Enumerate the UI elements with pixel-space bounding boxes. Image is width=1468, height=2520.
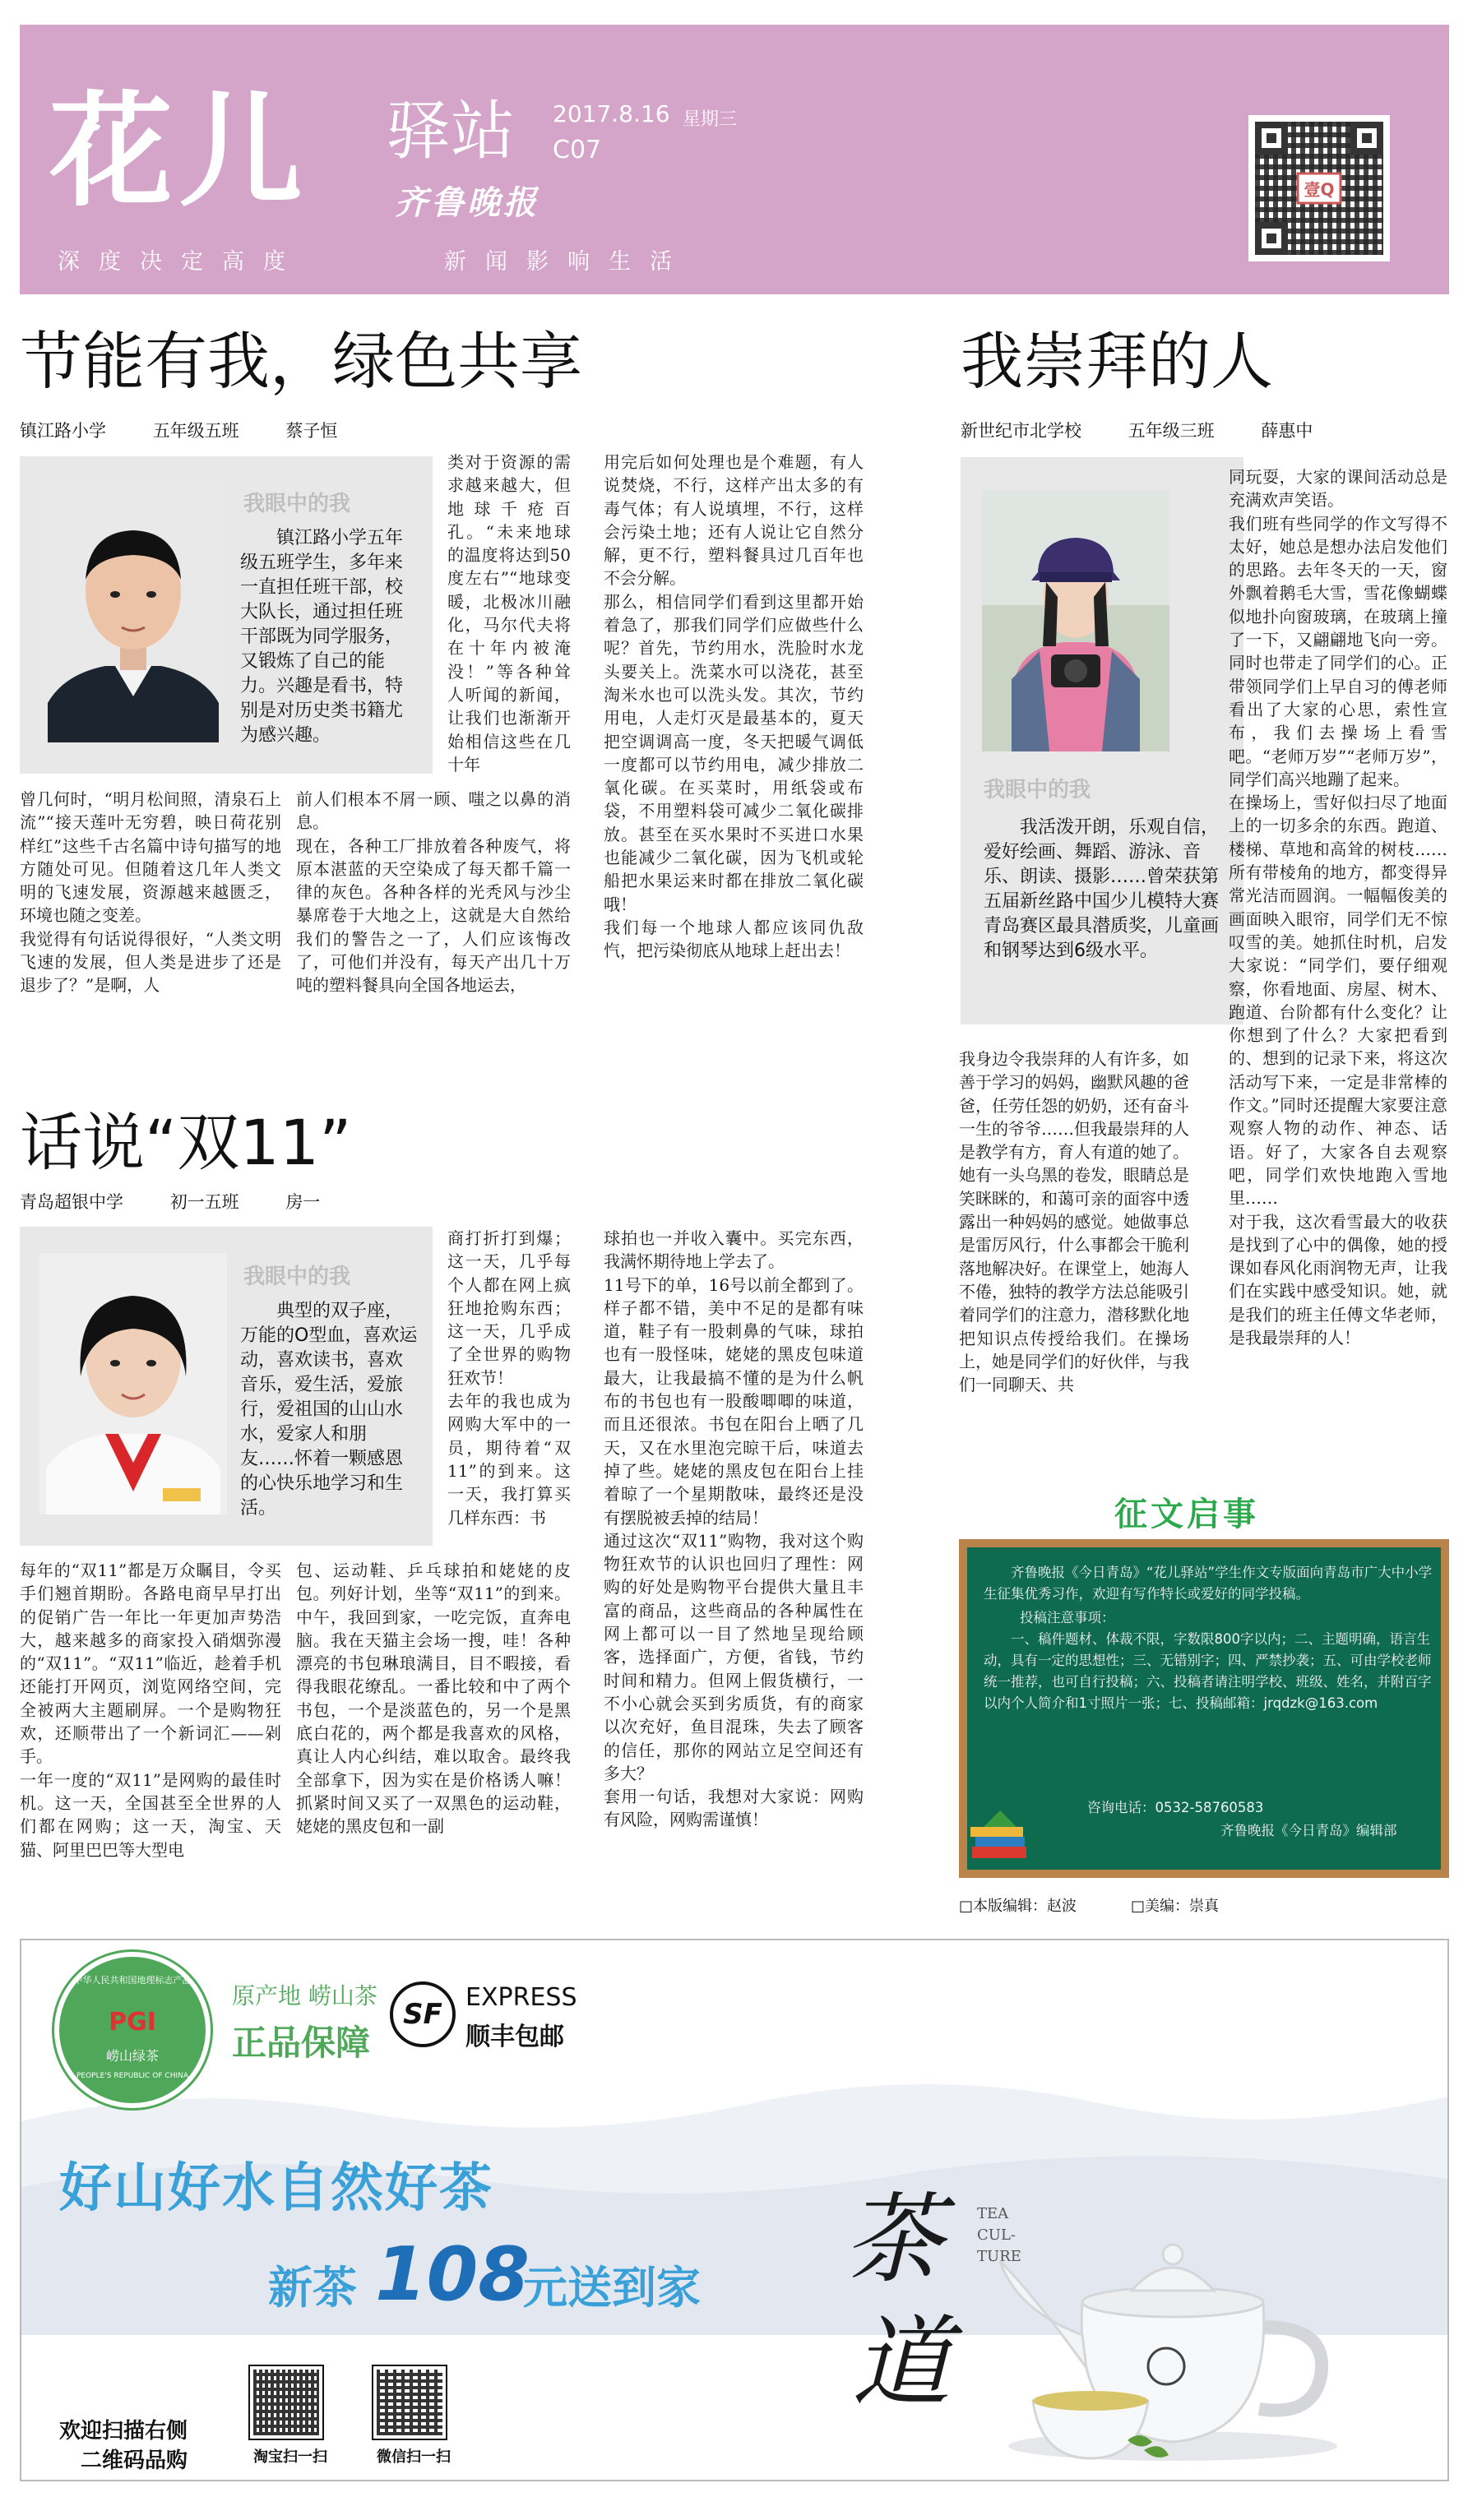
article1-title: 节能有我，绿色共享 xyxy=(20,325,582,398)
article3-profile-text: 我活泼开朗，乐观自信，爱好绘画、舞蹈、游泳、音乐、朗读、摄影……曾荣获第五届新丝路中国少儿模特大赛青岛赛区最具潜质奖，儿童画和钢琴达到6级水平。 xyxy=(984,817,1220,961)
call-for-essays-phone: 咨询电话：0532-58760583 xyxy=(1087,1800,1264,1815)
pgi-seal xyxy=(54,1952,211,2108)
qr-pattern xyxy=(377,2370,442,2435)
taobao-qr-label: 淘宝扫一扫 xyxy=(253,2448,327,2466)
qr-label: 壹Q xyxy=(1296,173,1341,205)
sf-express-logo: SF xyxy=(390,1981,456,2047)
article1-column-2-bottom: 前人们根本不屑一顾、嗤之以鼻的消息。 现在，各种工厂排放着各种废气，将原本湛蓝的天空染成了每天都千篇一律的灰色。各种各样的光秃风与沙尘暴席卷于大地之上，这就是大自然给我们的警告之一了，人们应该悔改了，可他们并没有，每天产出几十万吨的塑料餐具向全国各地运去， xyxy=(296,789,571,996)
article3-school: 新世纪市北学校 xyxy=(961,421,1081,441)
seal-bottom-text: PEOPLE'S REPUBLIC OF CHINA xyxy=(76,2072,189,2080)
designer-credit: □美编：崇真 xyxy=(1131,1898,1220,1915)
qr-finder xyxy=(1350,122,1383,155)
taobao-qr-code[interactable] xyxy=(248,2365,324,2440)
article3-byline xyxy=(961,418,1354,442)
express-en: EXPRESS xyxy=(465,1983,577,2012)
qr-finder xyxy=(1255,222,1288,255)
qr-finder xyxy=(1255,122,1288,155)
tea-calligraphy-1: 茶 xyxy=(844,2183,942,2297)
article2-column-3: 球拍也一并收入囊中。买完东西，我满怀期待地上学去了。 11号下的单，16号以前全都到了。样子都不错，美中不足的是都有味道，鞋子有一股刺鼻的气味，球拍也有一股怪味，姥姥的黑皮包味道最大，让我最搞不懂的是为什么帆布的书包也有一股酸唧唧的味道，而且还很浓。书包在阳台上晒了几天，又在水里泡完晾干后，味道去掉了些。姥姥的黑皮包在阳台上挂着晾了一个星期散味，最终还是没有摆脱被丢掉的结局！ 通过这次“双11”购物，我对这个购物狂欢节的认识也回归了理性：网购的好处是购物平台提供大量且丰富的商品，这些商品的各种属性在网上都可以一目了然地呈现给顾客，选择面广，方便，省钱，节约时间和精力。但网上假货横行，一不小心就会买到劣质货，有的商家以次充好，鱼目混珠，失去了顾客的信任，那你的网站立足空间还有多大？ 套用一句话，我想对大家说：网购有风险，网购需谨慎！ xyxy=(604,1228,864,1830)
article2-byline xyxy=(20,1189,361,1214)
tea-culture-en-3: TURE xyxy=(977,2248,1021,2265)
article2-grade: 初一五班 xyxy=(169,1192,239,1212)
wechat-qr-code[interactable] xyxy=(372,2365,447,2440)
article1-profile-text: 镇江路小学五年级五班学生，多年来一直担任班干部，校大队长，通过担任班干部既为同学服务，又锻炼了自己的能力。兴趣是看书，特别是对历史类书籍尤为感兴趣。 xyxy=(240,528,404,746)
logo-station: 驿站 xyxy=(387,95,516,169)
teapot-icon xyxy=(984,2212,1370,2467)
header-qr-code[interactable] xyxy=(1248,115,1390,261)
ad-slogan: 好山好水自然好茶 xyxy=(59,2158,493,2219)
article1-grade: 五年级五班 xyxy=(152,421,239,441)
express-cn: 顺丰包邮 xyxy=(465,2023,564,2051)
call-for-essays-notes: 一、稿件题材、体裁不限，字数限800字以内；二、主题明确，语言生动，具有一定的思想性；三、无错别字；四、严禁抄袭；五、可由学校老师统一推荐，也可自行投稿；六、投稿者请注明学校、班级、姓名，并附百字以内个人简介和1寸照片一张；七、投稿邮箱：jrqdzk@163.com xyxy=(984,1631,1432,1711)
article3-grade: 五年级三班 xyxy=(1128,421,1215,441)
article1-author: 蔡子恒 xyxy=(285,421,338,441)
slogan-left: 深度决定高度 xyxy=(58,249,304,275)
article2-column-1: 每年的“双11”都是万众瞩目，令买手们翘首期盼。各路电商早早打出的促销广告一年比一年更加声势浩大，越来越多的商家投入硝烟弥漫的“双11”。“双11”临近，趁着手机还能打开网页，浏览网络空间，完全被两大主题刷屏。一个是购物狂欢，还顺带出了一个新词汇——剁手。 一年一度的“双11”是网购的最佳时机。这一天，全国甚至全世界的人们都在网购；这一天，淘宝、天猫、阿里巴巴等大型电 xyxy=(20,1561,281,1860)
call-for-essays-body: 齐鲁晚报《今日青岛》“花儿驿站”学生作文专版面向青岛市广大中小学生征集优秀习作，欢迎有写作特长或爱好的同学投稿。 xyxy=(984,1565,1433,1602)
issue-weekday: 星期三 xyxy=(683,109,738,130)
seal-top-text: 中华人民共和国地理标志产品 xyxy=(73,1975,192,1986)
article2-title: 话说“双11” xyxy=(20,1106,352,1179)
slogan-right: 新闻影响生活 xyxy=(444,249,691,275)
tea-calligraphy-2: 道 xyxy=(852,2306,951,2421)
article1-school: 镇江路小学 xyxy=(20,421,106,441)
article3-author-photo xyxy=(982,490,1169,751)
qr-pattern xyxy=(1255,122,1383,255)
article1-column-1: 曾几何时，“明月松间照，清泉石上流”“接天莲叶无穷碧，映日荷花别样红”这些千古名篇中诗句描写的地方随处可见。但随着这几年人类文明的飞速发展，资源越来越匮乏，环境也随之变差。 我觉得有句话说得很好，“人类文明飞速的发展，但人类是进步了还是退步了？”是啊，人 xyxy=(20,789,281,996)
article2-profile-text: 典型的双子座，万能的O型血，喜欢运动，喜欢读书，喜欢音乐，爱生活，爱旅行，爱祖国的山山水水，爱家人和朋友……怀着一颗感恩的心快乐地学习和生活。 xyxy=(240,1301,418,1519)
ad-guarantee: 正品保障 xyxy=(232,2023,371,2063)
article2-author: 房一 xyxy=(285,1192,321,1212)
article3-title: 我崇拜的人 xyxy=(961,325,1273,398)
issue-date: 2017.8.16 xyxy=(553,100,670,127)
article3-column-left: 我身边令我崇拜的人有许多，如善于学习的妈妈，幽默风趣的爸爸，任劳任怨的奶奶，还有奋斗一生的爷爷……但我最崇拜的人是教学有方，育人有道的她了。 她有一头乌黑的卷发，眼睛总是笑眯眯的，和蔼可亲的面容中透露出一种妈妈的感觉。她做事总是雷厉风行，什么事都会干脆利落地解决好。在课堂上，她海人不倦，独特的教学方法总能吸引着同学们的注意力，潜移默化地把知识点传授给我们。在操场上，她是同学们的好伙伴，与我们一同聊天、共 xyxy=(959,1049,1189,1395)
article2-column-2-top: 商打折打到爆；这一天，几乎每个人都在网上疯狂地抢购东西；这一天，几乎成了全世界的购物狂欢节！ 去年的我也成为网购大军中的一员，期待着“双11”的到来。这一天，我打算买几样东西：书 xyxy=(447,1228,571,1528)
call-for-essays-notes-title: 投稿注意事项： xyxy=(1020,1610,1115,1625)
article2-column-2-bottom: 包、运动鞋、乒乓球拍和姥姥的皮包。列好计划，坐等“双11”的到来。中午，我回到家，一吃完饭，直奔电脑。我在天猫主会场一搜，哇！各种漂亮的书包琳琅满目，目不暇接，看得我眼花缭乱。一番比较和中了两个书包，一个是淡蓝色的，另一个是黑底白花的，两个都是我喜欢的风格，真让人内心纠结，难以取舍。最终我全部拿下，因为实在是价格诱人嘛！抓紧时间又买了一双黑色的运动鞋，姥姥的黑皮包和一副 xyxy=(296,1561,571,1837)
paper-name: 齐鲁晚报 xyxy=(395,183,540,222)
wechat-qr-label: 微信扫一扫 xyxy=(377,2448,451,2466)
scan-text-1: 欢迎扫描右侧 xyxy=(59,2419,188,2444)
article3-author: 薛惠中 xyxy=(1261,421,1313,441)
call-for-essays-signature: 齐鲁晚报《今日青岛》编辑部 xyxy=(1220,1823,1397,1838)
article3-column-right: 同玩耍，大家的课间活动总是充满欢声笑语。 我们班有些同学的作文写得不太好，她总是想办法启发他们的思路。去年冬天的一天，窗外飘着鹅毛大雪，雪花像蝴蝶似地扑向窗玻璃，在玻璃上撞了一下，又翩翩地飞向一旁。同时也带走了同学们的心。正带领同学们上早自习的傅老师看出了大家的心思，索性宣布，我们去操场上看雪吧。“老师万岁”“老师万岁”，同学们高兴地蹦了起来。 在操场上，雪好似扫尽了地面上的一切多余的东西。跑道、楼梯、草地和高耸的树枝……所有带棱角的地方，都变得异常光洁而圆润。一幅幅俊美的画面映入眼帘，同学们无不惊叹雪的美。她抓住时机，启发大家说：“同学们，要仔细观察，你看地面、房屋、树木、跑道、台阶都有什么变化？让你想到了什么？大家把看到的、想到的记录下来，将这次活动写下来，一定是非常棒的作文。”同时还提醒大家要注意观察人物的动作、神态、话语。好了，大家各自去观察吧，同学们欢快地跑入雪地里…… 对于我，这次看雪最大的收获是找到了心中的偶像，她的授课如春风化雨润物无声，让我们在实践中感受知识。她，就是我们的班主任傅文华老师，是我最崇拜的人！ xyxy=(1229,467,1447,1348)
article2-author-photo xyxy=(39,1253,227,1514)
qr-pattern xyxy=(253,2370,319,2435)
article1-profile-label: 我眼中的我 xyxy=(243,492,351,516)
promo-prefix: 新茶 xyxy=(268,2262,357,2314)
scan-text-2: 二维码品购 xyxy=(81,2448,188,2473)
tea-culture-en-1: TEA xyxy=(977,2205,1009,2222)
call-for-essays-title: 征文启事 xyxy=(1114,1496,1259,1533)
page-number: C07 xyxy=(553,136,602,164)
article3-profile-label: 我眼中的我 xyxy=(984,778,1091,802)
article1-column-3: 用完后如何处理也是个难题，有人说焚烧，不行，这样产出太多的有毒气体；有人说填埋，不行，这样会污染土地；还有人说让它自然分解，更不行，塑料餐具过几百年也不会分解。 那么，相信同学们看到这里都开始着急了，那我们同学们应做些什么呢？首先，节约用水，洗脸时水龙头要关上。洗菜水可以浇花，甚至淘米水也可以洗头发。其次，节约用电，人走灯灭是最基本的，夏天把空调调高一度，冬天把暖气调低一度都可以节约用电，减少排放二氧化碳。在买菜时，用纸袋或布袋，不用塑料袋可减少二氧化碳排放。甚至在买水果时不买进口水果也能减少二氧化碳，因为飞机或轮船把水果运来时都在排放二氧化碳哦！ 我们每一个地球人都应该同仇敌忾，把污染彻底从地球上赶出去！ xyxy=(604,452,864,961)
logo-main: 花儿 xyxy=(49,81,310,224)
seal-name: 崂山绿茶 xyxy=(105,2048,159,2064)
article1-byline xyxy=(20,418,378,442)
tea-culture-en-2: CUL- xyxy=(977,2226,1016,2244)
books-icon xyxy=(967,1807,1033,1866)
article2-profile-label: 我眼中的我 xyxy=(243,1265,351,1289)
promo-suffix: 元送到家 xyxy=(523,2262,701,2314)
article2-school: 青岛超银中学 xyxy=(20,1192,123,1212)
article1-author-photo xyxy=(39,481,227,742)
article1-column-2-top: 类对于资源的需求越来越大，但地球千疮百孔。“未来地球的温度将达到50度左右”“地球变暖，北极冰川融化，马尔代夫将在十年内被淹没！”等各种耸人听闻的新闻，让我们也渐渐开始相信这些在几十年 xyxy=(447,452,571,774)
tea-advertisement xyxy=(20,1939,1449,2481)
promo-price: 108 xyxy=(375,2231,530,2318)
seal-pgi-text: PGI xyxy=(109,2008,156,2037)
ad-origin: 原产地 崂山茶 xyxy=(232,1982,377,2009)
editor-credit: □本版编辑：赵波 xyxy=(959,1898,1077,1915)
